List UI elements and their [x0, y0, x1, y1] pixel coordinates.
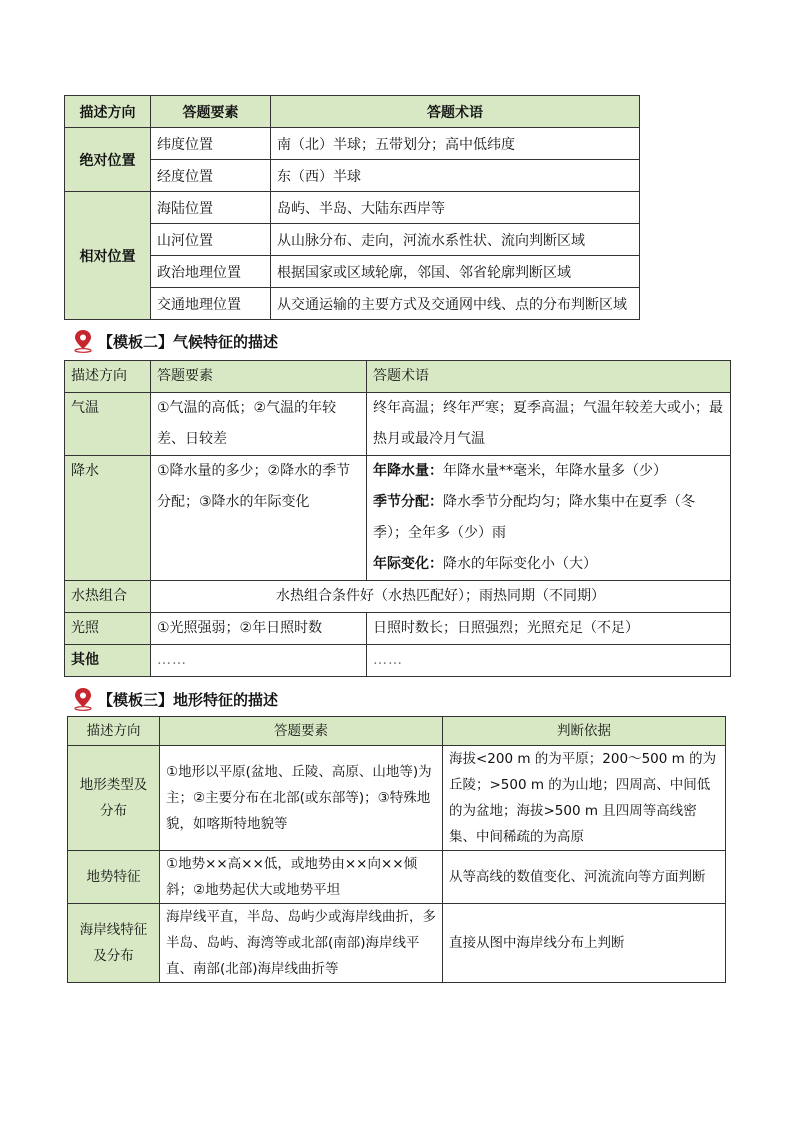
direction-sunlight: 光照	[65, 613, 151, 645]
direction-water-heat: 水热组合	[65, 581, 151, 613]
seasonal-line	[373, 487, 724, 549]
direction-absolute: 绝对位置	[65, 128, 151, 192]
annual-text: 年降水量**毫米，年降水量多（少）	[443, 463, 667, 479]
term-cell: 南（北）半球；五带划分；高中低纬度	[271, 128, 640, 160]
table-row	[65, 456, 731, 581]
table-header-row	[68, 717, 726, 746]
table-row	[65, 393, 731, 456]
element-cell: 山河位置	[151, 224, 271, 256]
interannual-label: 年际变化：	[373, 556, 443, 572]
section3-title: 【模板三】地形特征的描述	[98, 690, 279, 709]
table-row	[65, 288, 640, 320]
element-cell: 纬度位置	[151, 128, 271, 160]
interannual-line	[373, 549, 724, 580]
basis-cell: 海拔<200 m 的为平原；200～500 m 的为丘陵；>500 m 的为山地；四周高、中间低的为盆地；海拔>500 m 且四周等高线密集、中间稀疏的为高原	[443, 746, 726, 851]
table-row	[65, 256, 640, 288]
element-cell: 经度位置	[151, 160, 271, 192]
direction-coastline: 海岸线特征及分布	[68, 904, 160, 983]
element-cell: 政治地理位置	[151, 256, 271, 288]
direction-landform: 地形类型及分布	[68, 746, 160, 851]
header-direction: 描述方向	[65, 96, 151, 128]
term-cell: 根据国家或区域轮廓，邻国、邻省轮廓判断区域	[271, 256, 640, 288]
element-cell: ①气温的高低；②气温的年较差、日较差	[151, 393, 367, 456]
basis-cell: 直接从图中海岸线分布上判断	[443, 904, 726, 983]
table-row	[68, 851, 726, 904]
element-cell: 海岸线平直，半岛、岛屿少或海岸线曲折，多半岛、岛屿、海湾等或北部(南部)海岸线平直、南部(北部)海岸线曲折等	[160, 904, 443, 983]
section2-title: 【模板二】气候特征的描述	[98, 332, 279, 351]
table-row	[65, 160, 640, 192]
element-cell: 交通地理位置	[151, 288, 271, 320]
seasonal-text: 降水季节分配均匀；降水集中在夏季（冬季）；全年多（少）雨	[373, 494, 695, 541]
location-pin-icon	[72, 687, 94, 711]
header-element: 答题要素	[151, 96, 271, 128]
header-element: 答题要素	[160, 717, 443, 746]
table-header-row	[65, 96, 640, 128]
table-row	[65, 192, 640, 224]
header-term: 答题术语	[271, 96, 640, 128]
direction-relief: 地势特征	[68, 851, 160, 904]
term-cell: 从交通运输的主要方式及交通网中线、点的分布判断区域	[271, 288, 640, 320]
element-cell: ①地形以平原(盆地、丘陵、高原、山地等)为主；②主要分布在北部(或东部等)；③特殊地貌，如喀斯特地貌等	[160, 746, 443, 851]
header-direction: 描述方向	[65, 361, 151, 393]
term-cell: ……	[367, 645, 731, 677]
section3-heading	[72, 686, 278, 712]
term-cell: 水热组合条件好（水热匹配好）；雨热同期（不同期）	[151, 581, 731, 613]
section2-heading	[72, 328, 278, 354]
table-row	[65, 128, 640, 160]
header-direction: 描述方向	[68, 717, 160, 746]
table-row	[68, 746, 726, 851]
location-pin-icon	[72, 329, 94, 353]
table-row	[65, 581, 731, 613]
terrain-table	[67, 716, 726, 983]
direction-temperature: 气温	[65, 393, 151, 456]
direction-relative: 相对位置	[65, 192, 151, 320]
term-cell: 岛屿、半岛、大陆东西岸等	[271, 192, 640, 224]
element-cell: ①降水量的多少；②降水的季节分配；③降水的年际变化	[151, 456, 367, 581]
basis-cell: 从等高线的数值变化、河流流向等方面判断	[443, 851, 726, 904]
interannual-text: 降水的年际变化小（大）	[443, 556, 597, 572]
term-cell: 日照时数长；日照强烈；光照充足（不足）	[367, 613, 731, 645]
position-table	[64, 95, 640, 320]
annual-line	[373, 456, 724, 487]
table-row	[68, 904, 726, 983]
table-header-row	[65, 361, 731, 393]
element-cell: ……	[151, 645, 367, 677]
header-element: 答题要素	[151, 361, 367, 393]
table-row	[65, 645, 731, 677]
seasonal-label: 季节分配：	[373, 494, 443, 510]
term-cell	[367, 456, 731, 581]
table-row	[65, 613, 731, 645]
climate-table	[64, 360, 731, 677]
term-cell: 终年高温；终年严寒；夏季高温；气温年较差大或小；最热月或最冷月气温	[367, 393, 731, 456]
header-term: 答题术语	[367, 361, 731, 393]
direction-other: 其他	[65, 645, 151, 677]
element-cell: ①地势××高××低，或地势由××向××倾斜；②地势起伏大或地势平坦	[160, 851, 443, 904]
element-cell: 海陆位置	[151, 192, 271, 224]
header-basis: 判断依据	[443, 717, 726, 746]
element-cell: ①光照强弱；②年日照时数	[151, 613, 367, 645]
table-row	[65, 224, 640, 256]
term-cell: 东（西）半球	[271, 160, 640, 192]
direction-precipitation: 降水	[65, 456, 151, 581]
annual-label: 年降水量：	[373, 463, 443, 479]
term-cell: 从山脉分布、走向，河流水系性状、流向判断区域	[271, 224, 640, 256]
